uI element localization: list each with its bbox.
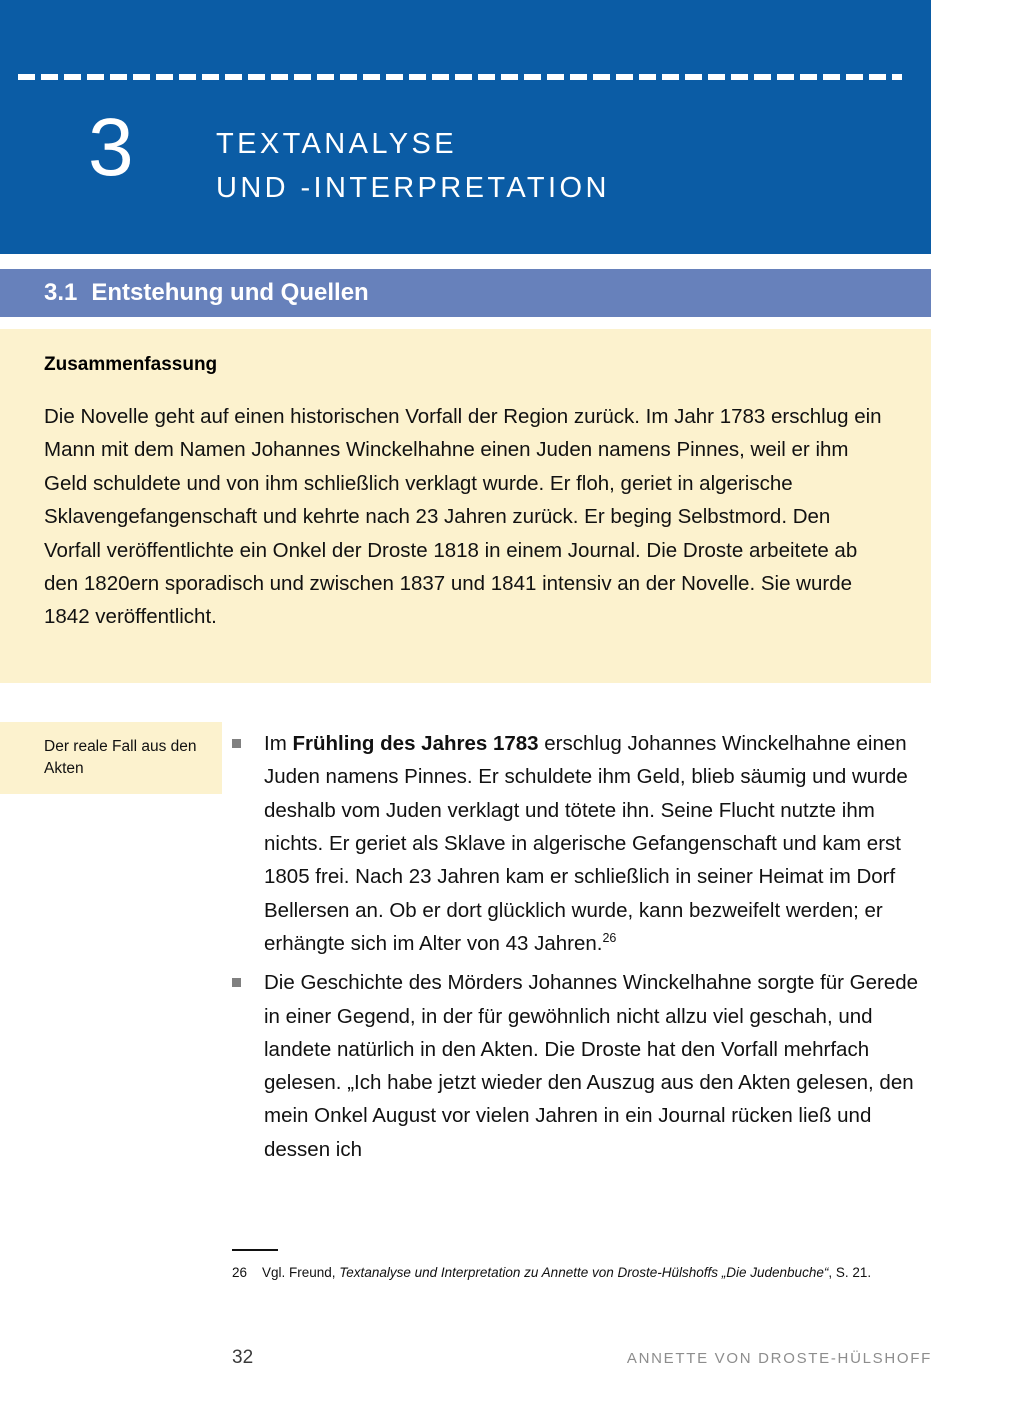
section-heading-bar xyxy=(0,269,931,317)
bullet-lead-bold: Frühling des Jahres 1783 xyxy=(292,732,539,755)
footnote-separator-rule xyxy=(232,1249,278,1251)
summary-paragraph: Die Novelle geht auf einen historischen Vorfall der Region zurück. Im Jahr 1783 erschlug ein Mann mit dem Namen Johannes Winckelhahne einen Juden namens Pinnes, weil er ihm Geld schuldete und von ihm schließlich verklagt wurde. Er floh, geriet in algerische Sklavengefangenschaft und kehrte nach 23 Jahren zurück. Er beging Selbstmord. Den Vorfall veröffentlichte ein Onkel der Droste 1818 in einem Journal. Die Droste arbeitete ab den 1820ern sporadisch und zwischen 1837 und 1841 intensiv an der Novelle. Sie wurde 1842 veröffentlicht. xyxy=(44,405,882,629)
footnote-prefix: Vgl. Freund, xyxy=(262,1265,340,1280)
bullet-body-text: Die Geschichte des Mörders Johannes Winckelhahne sorgte für Gerede in einer Gegend, in der für gewöhnlich nicht allzu viel geschah, und landete natürlich in den Akten. Die Droste hat den Vorfall mehrfach gelesen. „Ich habe jetzt wieder den Auszug aus den Akten gelesen, den mein Onkel August vor vielen Jahren in ein Journal rücken ließ und dessen ich xyxy=(264,971,919,1161)
section-number: 3.1 xyxy=(44,279,78,306)
footnote-text xyxy=(262,1263,942,1282)
square-bullet-icon xyxy=(232,978,241,987)
footnote-number: 26 xyxy=(232,1265,248,1280)
list-item xyxy=(232,727,932,960)
running-head: ANNETTE VON DROSTE-HÜLSHOFF xyxy=(626,1350,932,1367)
bullet-lead-plain: Im xyxy=(264,732,293,755)
chapter-header-band xyxy=(0,0,931,254)
summary-heading: Zusammenfassung xyxy=(44,354,218,375)
chapter-title-line-1: TEXTANALYSE xyxy=(216,128,457,160)
list-item xyxy=(232,966,932,1166)
chapter-title xyxy=(216,110,610,210)
chapter-header-content xyxy=(0,102,931,210)
footnote-entry xyxy=(232,1263,942,1282)
summary-box xyxy=(0,329,931,683)
body-bullet-list xyxy=(232,727,932,1172)
page-number: 32 xyxy=(232,1347,254,1368)
margin-note-box xyxy=(0,722,222,794)
dashed-rule-decoration xyxy=(18,74,902,80)
page-footer xyxy=(232,1347,932,1369)
chapter-number: 3 xyxy=(88,102,134,193)
chapter-title-line-2: UND -INTERPRETATION xyxy=(216,172,610,205)
footnote-title-italic: Textanalyse und Interpretation zu Annette von Droste-Hülshoffs „Die Judenbuche“ xyxy=(339,1265,829,1280)
margin-note-text: Der reale Fall aus den Akten xyxy=(44,738,197,778)
section-title: Entstehung und Quellen xyxy=(91,279,369,306)
square-bullet-icon xyxy=(232,739,241,748)
footnote-area xyxy=(232,1249,942,1282)
footnote-suffix: , S. 21. xyxy=(828,1265,872,1280)
bullet-body-text: erschlug Johannes Winckelhahne einen Juden namens Pinnes. Er schuldete ihm Geld, blieb säumig und wurde deshalb vom Juden verklagt und tötete ihn. Seine Flucht nutzte ihm nichts. Er geriet als Sklave in algerische Gefangenschaft und kam erst 1805 frei. Nach 23 Jahren kam er schließlich in seiner Heimat im Dorf Bellersen an. Ob er dort glücklich wurde, kann bezweifelt werden; er erhängte sich im Alter von 43 Jahren. xyxy=(264,732,908,955)
footnote-reference[interactable]: 26 xyxy=(602,931,617,946)
